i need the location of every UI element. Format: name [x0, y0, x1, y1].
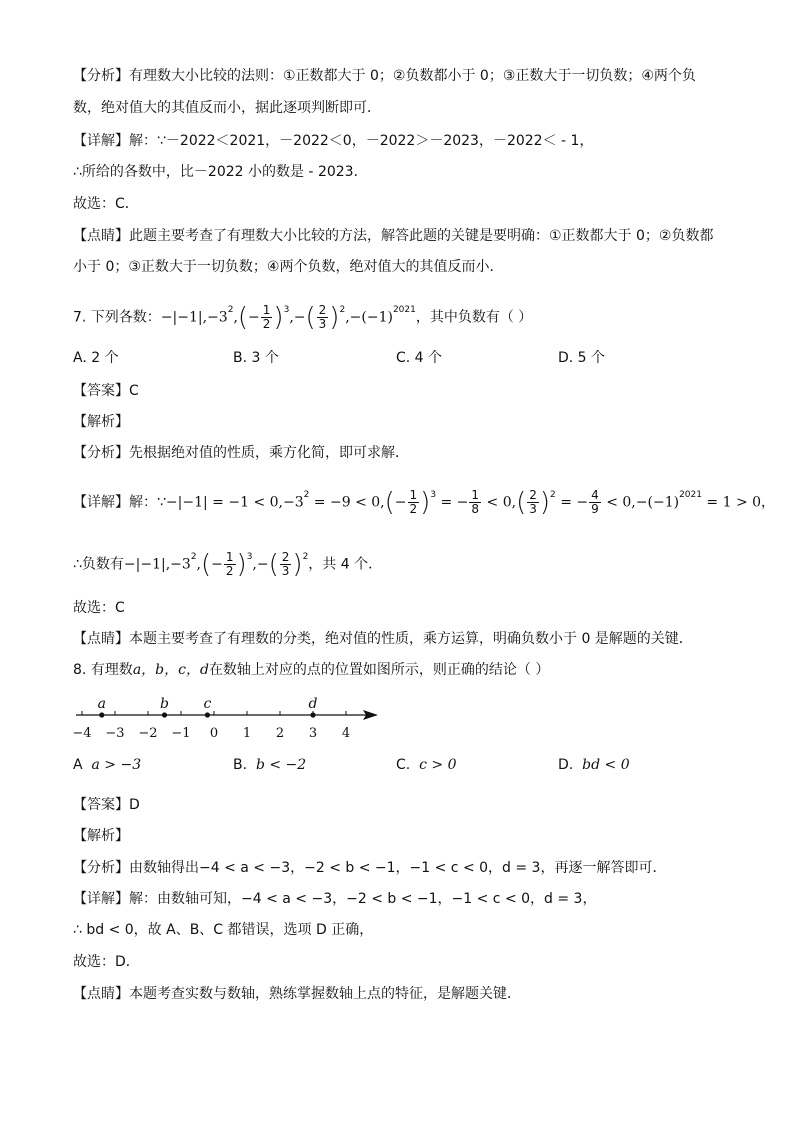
q8-option-b[interactable]: B. b < −2	[233, 757, 307, 773]
q8-stem-rest: 在数轴上对应的点的位置如图所示，则正确的结论（ ）	[208, 662, 550, 678]
q7-frac-two-thirds: $\frac{2}{3}$	[529, 488, 537, 517]
q7-minus: −	[256, 556, 269, 573]
q7-analysis: 【分析】先根据绝对值的性质，乘方化简，即可求解．	[73, 445, 409, 461]
q7-comment: 【点睛】本题主要考查了有理数的分类，绝对值的性质，乘方运算，明确负数小于 0 是解题的关键．	[73, 631, 693, 647]
q7-exp: 3	[283, 305, 290, 315]
axis-tick-label: 1	[242, 726, 252, 741]
axis-tick-label: −4	[72, 726, 92, 741]
q7-m1: −(−1)	[349, 309, 393, 326]
q8-analysis: 【分析】由数轴得出−4 < a < −3，−2 < b < −1，−1 < c < 0，d = 3，再逐一解答即可．	[73, 860, 667, 876]
q7-detail-prefix: 【详解】解：∵	[73, 494, 166, 511]
q7-paren-open: (	[305, 302, 316, 333]
axis-point-label-a: a	[97, 696, 106, 712]
q7-paren-open: (	[268, 549, 279, 580]
q7-option-d[interactable]: D. 5 个	[558, 350, 606, 366]
q8-comment: 【点睛】本题考查实数与数轴，熟练掌握数轴上点的特征，是解题关键．	[73, 986, 521, 1002]
q8-stem	[73, 660, 549, 680]
q7-paren-open: (	[237, 302, 249, 333]
q7-frac-eighth: $\frac{1}{8}$	[471, 488, 480, 517]
q8-stem-prefix: 8. 有理数	[73, 662, 133, 678]
q7-frac-four-ninths: $\frac{4}{9}$	[591, 488, 599, 517]
q7-stem	[73, 300, 532, 332]
q8-detail: 【详解】解：由数轴可知，−4 < a < −3，−2 < b < −1，−1 < c < 0，d = 3，	[73, 891, 597, 907]
q7-conclusion	[73, 546, 382, 580]
q7-stem-prefix: 7. 下列各数：	[73, 309, 161, 326]
q7-conclusion-suffix: ，共 4 个．	[308, 556, 383, 573]
axis-tick-label: −1	[171, 726, 191, 741]
q7-comma: ,	[345, 309, 350, 326]
q7-eq: = −	[555, 494, 589, 511]
q7-comma: ,	[252, 556, 257, 573]
axis-tick-label: 0	[209, 726, 219, 741]
q7-frac-two-thirds: $\frac{2}{3}$	[281, 550, 290, 579]
q8-answer: 【答案】D	[73, 797, 140, 813]
number-line	[60, 688, 390, 744]
axis-point-a	[99, 712, 104, 717]
q7-frac-half: $\frac{1}{2}$	[409, 488, 418, 517]
q7-m1: −(−1)	[635, 494, 680, 511]
axis-point-label-c: c	[203, 696, 212, 712]
axis-point-label-b: b	[160, 696, 169, 712]
axis-tick-label: −3	[105, 726, 125, 741]
axis-tick-label: 3	[308, 726, 318, 741]
q7-stem-suffix: ，其中负数有（ ）	[415, 309, 533, 326]
q7-detail-part1: −|−1| = −1 < 0,−3	[165, 494, 304, 511]
q7-parse-label: 【解析】	[73, 414, 129, 430]
q7-exp: 2	[227, 305, 234, 315]
q8-option-c[interactable]: C. c > 0	[396, 757, 457, 773]
q7-paren-close: )	[292, 549, 303, 580]
q8-option-a[interactable]: A a > −3	[73, 757, 142, 773]
q8-option-d[interactable]: D. bd < 0	[558, 757, 630, 773]
q7-minus: −	[293, 309, 306, 326]
axis-tick-label: 2	[275, 726, 285, 741]
q7-neg: −	[211, 556, 223, 573]
q7-paren-close: )	[273, 302, 284, 333]
q7-expr-a: −|−1|,−3	[123, 556, 191, 573]
p6-conclusion: ∴所给的各数中，比－2022 小的数是 - 2023．	[73, 164, 368, 180]
q7-paren-open: (	[384, 487, 395, 518]
q7-neg: −	[394, 494, 407, 511]
q7-exp: 2021	[392, 305, 416, 315]
q7-option-c[interactable]: C. 4 个	[396, 350, 443, 366]
q7-conclusion-prefix: ∴负数有	[73, 556, 124, 573]
q7-option-a[interactable]: A. 2 个	[73, 350, 119, 366]
q7-comma: ,	[196, 556, 201, 573]
q8-parse-label: 【解析】	[73, 828, 129, 844]
p6-comment-cont: 小于 0；③正数大于一切负数；④两个负数，绝对值大的其值反而小．	[73, 259, 504, 275]
axis-point-label-d: d	[308, 696, 318, 712]
q7-exp: 2	[339, 305, 346, 315]
q7-comma: ,	[233, 309, 238, 326]
q7-frac-half: $\frac{1}{2}$	[262, 303, 271, 332]
q7-exp: 2	[302, 552, 309, 562]
q8-stem-vars: a，b，c，d	[132, 662, 209, 678]
q7-exp: 2	[303, 490, 310, 500]
q7-exp: 3	[430, 490, 437, 500]
q7-paren-open: (	[516, 487, 527, 518]
q7-exp: 2021	[679, 490, 702, 500]
axis-point-b	[162, 712, 167, 717]
q7-expr-a: −|−1|,−3	[160, 309, 228, 326]
q7-frac-half: $\frac{1}{2}$	[225, 550, 234, 579]
q8-conclusion: ∴ bd < 0，故 A、B、C 都错误，选项 D 正确，	[73, 922, 374, 938]
axis-tick-label: 4	[341, 726, 351, 741]
q7-exp: 2	[550, 490, 556, 500]
axis-tick-label: −2	[138, 726, 158, 741]
q7-comma: ,	[289, 309, 294, 326]
q7-answer: 【答案】C	[73, 383, 139, 399]
q7-paren-close: )	[329, 302, 340, 333]
p6-choice: 故选：C．	[73, 196, 139, 212]
axis-point-d	[310, 712, 315, 717]
q7-lt0: < 0,	[482, 494, 517, 511]
p6-analysis-cont: 数，绝对值大的其值反而小，据此逐项判断即可．	[73, 100, 381, 116]
q7-paren-close: )	[236, 549, 247, 580]
q7-detail-tail: = 1 > 0	[701, 494, 762, 511]
q7-neg: −	[248, 309, 260, 326]
q7-paren-open: (	[201, 549, 212, 580]
q7-detail-part2: = −9 < 0,	[309, 494, 385, 511]
q7-exp: 3	[246, 552, 253, 562]
p6-analysis: 【分析】有理数大小比较的法则：①正数都大于 0；②负数都小于 0；③正数大于一切负数；④两个负	[73, 68, 696, 84]
q7-detail	[73, 484, 775, 518]
q7-paren-close: )	[420, 487, 431, 518]
q7-lt0: < 0,	[601, 494, 636, 511]
axis-point-c	[205, 712, 210, 717]
p6-comment: 【点睛】此题主要考查了有理数大小比较的方法，解答此题的关键是要明确：①正数都大于 0；②负数都	[73, 228, 714, 244]
q7-detail-end: ，	[761, 494, 776, 511]
q7-eq: = −	[436, 494, 469, 511]
q7-paren-close: )	[539, 487, 551, 518]
q7-frac-two-thirds: $\frac{2}{3}$	[318, 303, 327, 332]
q7-choice: 故选：C	[73, 600, 125, 616]
q8-choice: 故选：D．	[73, 954, 140, 970]
q7-exp: 2	[190, 552, 197, 562]
q7-option-b[interactable]: B. 3 个	[233, 350, 279, 366]
p6-detail: 【详解】解：∵－2022＜2021，－2022＜0，－2022＞－2023，－2022＜ - 1，	[73, 133, 594, 149]
